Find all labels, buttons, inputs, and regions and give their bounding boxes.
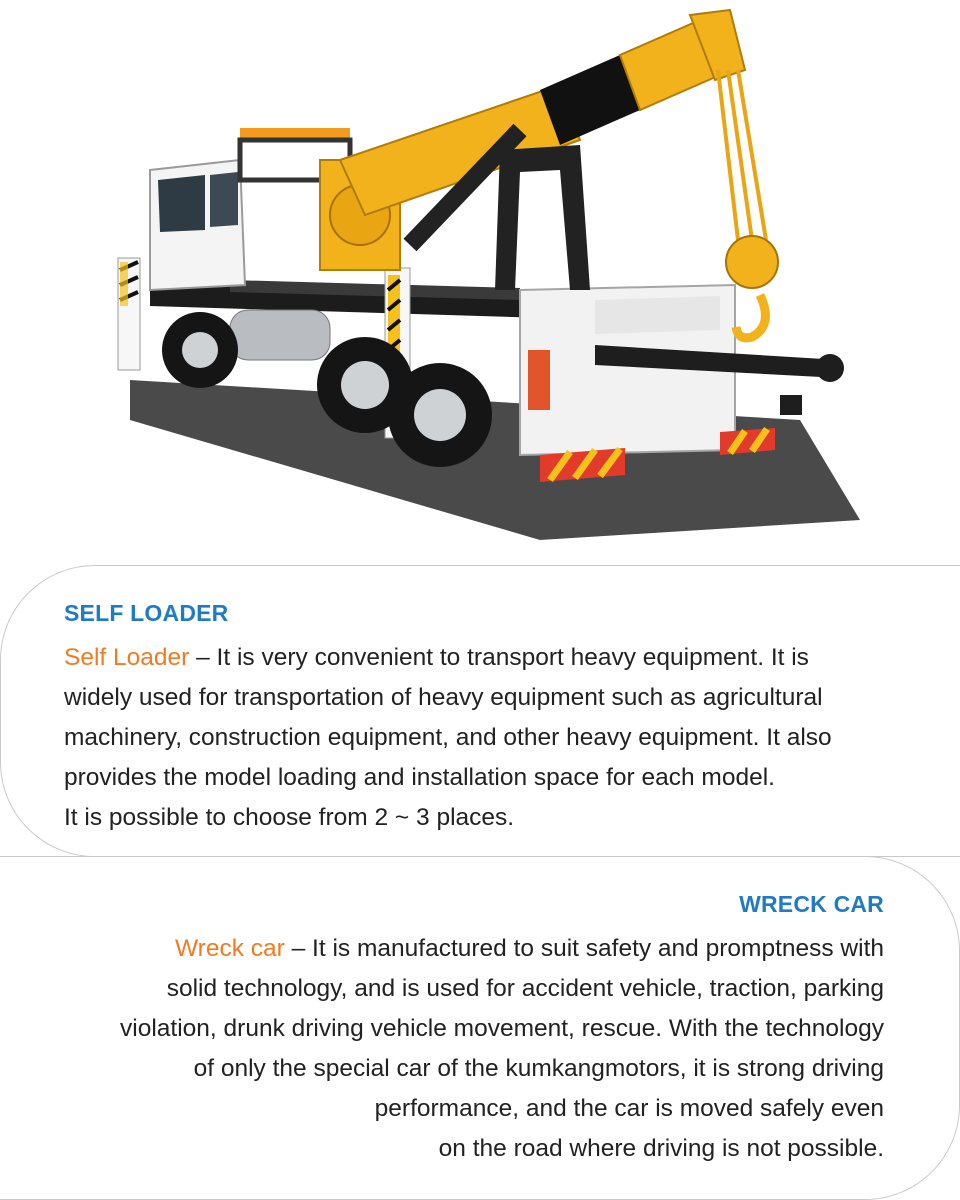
self-loader-panel [0,565,960,857]
wreck-car-heading: WRECK CAR [739,891,884,917]
self-loader-line-1 [64,638,960,678]
wreck-car-panel [0,856,960,1200]
wreck-car-line-5: performance, and the car is moved safely even [374,1095,884,1122]
wreck-car-description [0,929,884,1169]
self-loader-line-2: widely used for transportation of heavy equipment such as agricultural [64,684,823,711]
wreck-car-line-1-text: – It is manufactured to suit safety and promptness with [284,935,884,962]
self-loader-heading: SELF LOADER [64,600,229,626]
truck-illustration [0,0,960,560]
wreck-car-line-6: on the road where driving is not possible. [438,1135,884,1162]
wreck-car-line-1 [0,929,884,969]
wreck-car-lead: Wreck car [175,935,285,962]
wreck-car-line-2: solid technology, and is used for accident vehicle, traction, parking [166,975,884,1002]
self-loader-description [64,638,960,838]
self-loader-lead: Self Loader [64,644,190,671]
self-loader-line-1-text: – It is very convenient to transport heavy equipment. It is [189,644,809,671]
self-loader-line-4: provides the model loading and installation space for each model. [64,764,775,791]
wreck-car-line-3: violation, drunk driving vehicle movement, rescue. With the technology [120,1015,884,1042]
crane-truck-image [0,0,960,560]
self-loader-line-5: It is possible to choose from 2 ~ 3 places. [64,804,515,831]
self-loader-line-3: machinery, construction equipment, and other heavy equipment. It also [64,724,832,751]
wreck-car-line-4: of only the special car of the kumkangmotors, it is strong driving [193,1055,884,1082]
